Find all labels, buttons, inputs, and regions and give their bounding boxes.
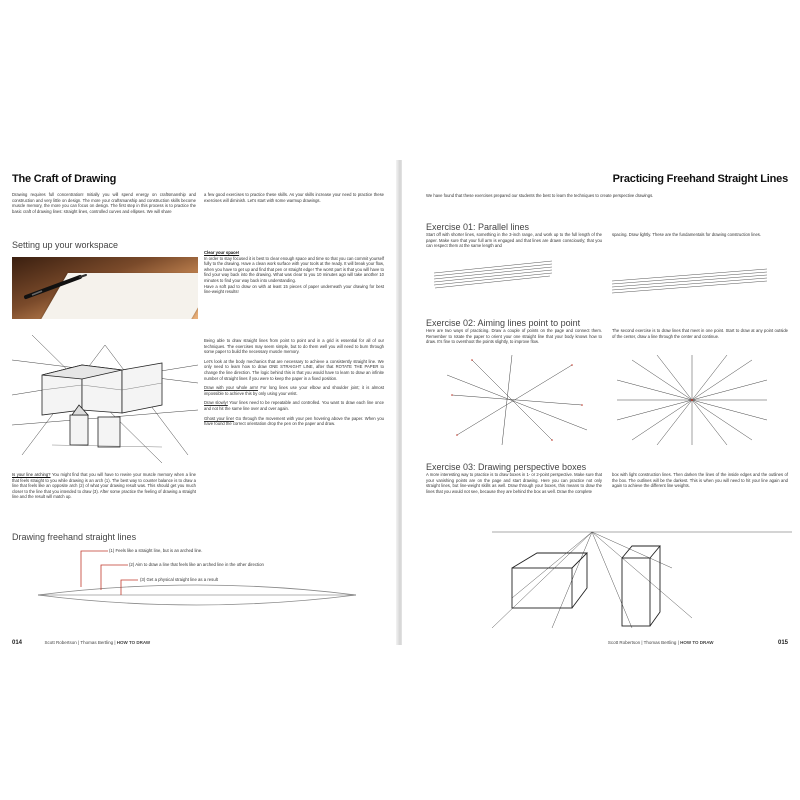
- exercise-03-col1: A more interesting way to practice is to draw boxes in 1- or 2-point perspective. Make sure that your vanishing points are on the page and start drawing. Here you can practice not only straight lines, but line-weight skills as well. Draw through your boxes, this means to draw the lines that you would not see, because they are behind the box as well. Draw the complete: [426, 472, 602, 494]
- mechanics-body: Being able to draw straight lines from point to point and in a grid is essential for all of our techniques. The exercises may seem simple, but to do them well you will need to burn through some paper to build the necessary muscle memory.: [204, 338, 384, 355]
- perspective-boxes-drawing: [492, 528, 792, 638]
- tip-whole-arm: [204, 385, 384, 396]
- intro-column-2: a few good exercises to practice these skills. As your skills increase your need to practice these exercises will diminish. Let's start with some warmup drawings.: [204, 192, 384, 203]
- tip-draw-slowly-label: Draw slowly!: [204, 400, 228, 406]
- left-footer-book: HOW TO DRAW: [116, 640, 151, 645]
- workspace-photo: [12, 257, 198, 319]
- tip-draw-slowly-body: Your lines need to be repeatable and controlled. You want to draw each line once and not hit the same line over and over again.: [204, 400, 384, 411]
- arc-body: You might find that you will have to rewire your muscle memory when a line that feels straight to you while drawing is an arch (1). The best way to counter balance is to draw a line that feels like an opposite arch (2) of what your drawing result was. This should get you much closer to the line that you intended to draw (3). After some practice the feeling of drawing a straight line and the result will match up.: [12, 472, 196, 500]
- right-footer-authors: Scott Robertson | Thomas Bertling |: [607, 640, 681, 645]
- building-perspective-sketch: [12, 335, 198, 463]
- exercise-01-col1: Start off with shorter lines, something in the 3-inch range, and work up to the full length of the paper. Make sure that your full arm is engaged and that lines are drawn consciously; that you can respect them at the same length and: [426, 232, 602, 249]
- right-footer-book: HOW TO DRAW: [680, 640, 714, 645]
- pen-icon: [12, 257, 198, 319]
- left-page: [6, 160, 398, 645]
- converging-lines-star: [617, 355, 767, 445]
- tip-ghost-line-body: Go through the movement with your pen hovering above the paper. When you have found the correct orientation drop the pen on the paper and draw.: [204, 415, 385, 427]
- left-page-title: The Craft of Drawing: [12, 173, 117, 185]
- right-page-title: Practicing Freehand Straight Lines: [612, 173, 788, 185]
- tip-ghost-line-label: Ghost your line!: [204, 415, 235, 421]
- tip-draw-slowly: [204, 400, 384, 411]
- tip-whole-arm-body: For long lines use your elbow and shoulder joint; it is almost impossible to achieve this by only using your wrist.: [204, 385, 384, 396]
- annotation-3: (3) Get a physical straight line as a result: [140, 577, 218, 582]
- workspace-heading: Setting up your workspace: [12, 240, 119, 250]
- book-spread: [6, 160, 794, 645]
- exercise-02-col2: The second exercise is to draw lines that meet in one point. Start to draw at any point outside of the center, draw a line through the center and continue.: [612, 328, 788, 339]
- exercise-03-col2: box with light construction lines. Then darken the lines of the inside edges and the outlines of the box. The outlines will be the darkest. This is when you will need to hit your line again and again to achieve the different line weights.: [612, 472, 788, 489]
- left-page-number: 014: [12, 640, 23, 645]
- tip-ghost-line: [204, 416, 384, 427]
- mechanics-text: [204, 338, 384, 427]
- point-to-point-lines: [442, 355, 592, 445]
- left-footer-authors: Scott Robertson | Thomas Bertling |: [44, 640, 117, 645]
- right-footer: [408, 631, 788, 645]
- arc-label: Is your line arching?: [12, 472, 51, 477]
- left-footer: [12, 631, 392, 645]
- annotation-2: (2) Aim to draw a line that feels like an arched line in the other direction: [129, 562, 264, 567]
- tip-whole-arm-label: Draw with your whole arm!: [204, 385, 259, 391]
- exercise-02-col1: Here are two ways of practicing. Draw a couple of points on the page and connect them. Remember to rotate the paper to orient your one straight line that your body knows how to draw. It's fine to overshoot the points slightly, to improve flow.: [426, 328, 602, 345]
- right-page-number: 015: [777, 640, 788, 645]
- exercise-01-col2: spacing. Draw lightly. These are the fundamentals for drawing construction lines.: [612, 232, 762, 237]
- annotation-1: (1) Feels like a straight line, but is an arched line.: [109, 548, 203, 553]
- clear-space-block: [204, 250, 384, 295]
- mechanics-body-2: Let's look at the body mechanics that are necessary to achieve a consistently straight line. We only need to learn how to draw ONE STRAIGHT LINE, after that ROTATE THE PAPER to change the line direction. The logic behind this is that you would have to learn to draw an infinite number of straight lines if you were to keep the paper in a fixed position.: [204, 358, 384, 381]
- clear-space-body: In order to stay focused it is best to clear enough space and time so that you can commit yourself fully to the drawing. Have a clean work surface with your tools at the ready. It will break your flow, when you have to get up and find that pen or straight edge! The worst part is that you will have to find your way back into the drawing. What was clear to you 10 minutes ago will take another 10 minutes to find your way back into understanding. Have a soft pad to draw on with at least 15 pieces of paper underneath your drawing for best line-weight results!: [204, 255, 384, 295]
- freehand-heading: Drawing freehand straight lines: [12, 532, 137, 542]
- right-intro: We have found that these exercises prepared our students the best to learn the techniques to create perspective drawings.: [426, 193, 654, 198]
- exercise-01-heading: Exercise 01: Parallel lines: [426, 222, 530, 232]
- intro-column-1: Drawing requires full concentration! Initially you will spend energy on craftsmanship and construction and very little on design. The more your craftsmanship and construction skills become muscle memory, the more you can focus on design. The first step in this process is to practice the basic craft of drawing lines: straight lines, controlled curves and ellipses. We will share: [12, 192, 196, 214]
- right-page: [402, 160, 794, 645]
- clear-space-heading: Clear your space!: [204, 250, 240, 255]
- arc-paragraph: [12, 472, 196, 500]
- exercise-03-heading: Exercise 03: Drawing perspective boxes: [426, 462, 587, 472]
- parallel-lines-drawing: [432, 255, 772, 295]
- exercise-02-heading: Exercise 02: Aiming lines point to point: [426, 318, 581, 328]
